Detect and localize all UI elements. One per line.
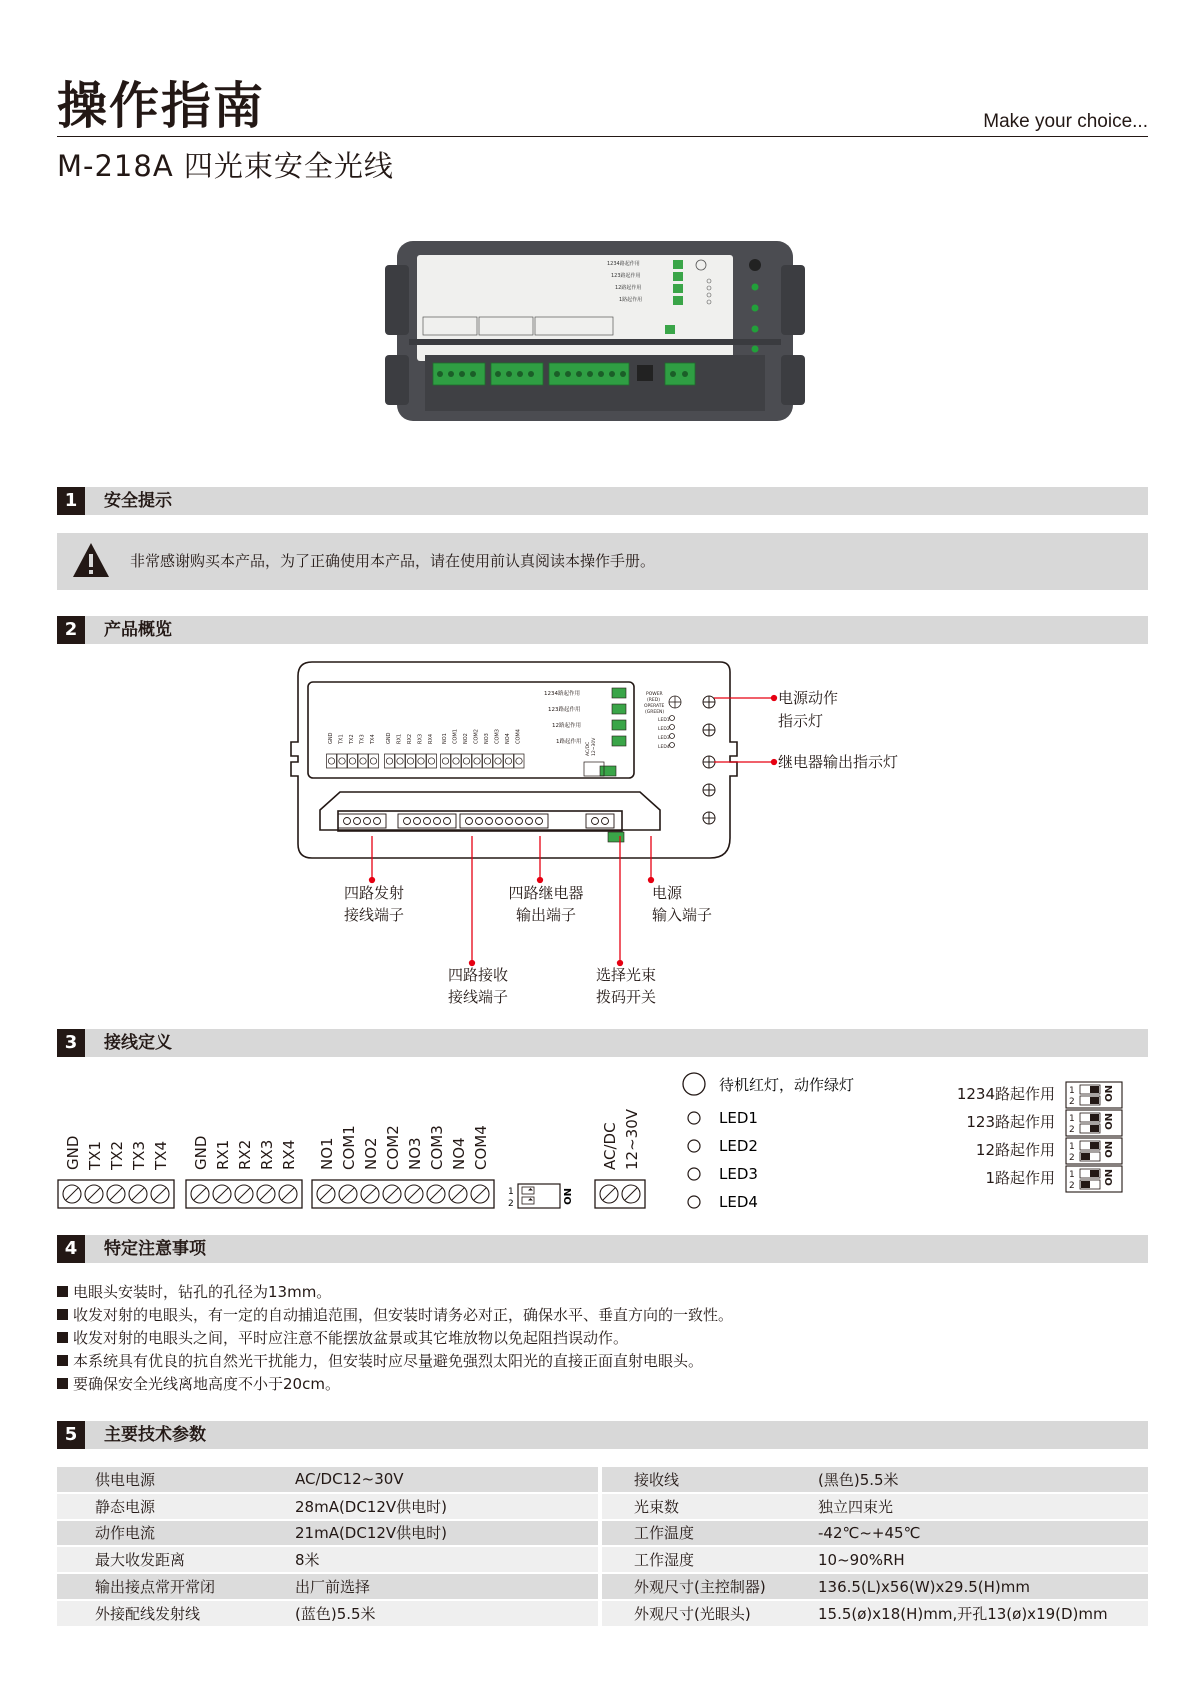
wiring-led-legend — [683, 1073, 854, 1211]
spec-table-left — [57, 1467, 598, 1628]
section-header-5 — [57, 1421, 1148, 1449]
page-title: 操作指南 — [57, 77, 265, 135]
spec-row — [602, 1521, 1148, 1548]
ov-terminal-label: TX3 — [359, 734, 366, 744]
terminal-label: COM3 — [428, 1125, 446, 1170]
spec-value: 8米 — [295, 1551, 320, 1570]
note-item — [57, 1350, 733, 1373]
spec-row — [602, 1494, 1148, 1521]
ov-terminal-label: RX2 — [407, 733, 413, 744]
ov-bottom-screw — [476, 818, 483, 825]
section-title: 主要技术参数 — [104, 1425, 206, 1445]
note-text: 本系统具有优良的抗自然光干扰能力，但安装时应尽量避免强烈太阳光的直接正面直射电眼头。 — [73, 1352, 704, 1370]
spec-row — [602, 1467, 1148, 1494]
section-title: 接线定义 — [104, 1033, 172, 1053]
legend-led4: LED4 — [719, 1193, 758, 1211]
spec-value: 独立四束光 — [818, 1497, 894, 1516]
ov-terminal-label: COM3 — [494, 729, 501, 744]
ov-bottom-screw — [536, 818, 543, 825]
legend-led1: LED1 — [719, 1109, 758, 1127]
note-item — [57, 1373, 733, 1396]
note-item — [57, 1281, 733, 1304]
terminal-label: GND — [64, 1135, 82, 1170]
ov-bottom-screw — [344, 818, 351, 825]
mode-dip-mark: 1 — [1069, 1142, 1075, 1152]
callout-relay-out-2: 输出端子 — [515, 906, 577, 924]
mode-dip-mark: 2 — [1069, 1125, 1075, 1135]
mode-dip-mark: 1 — [1069, 1170, 1075, 1180]
callout-power-in-1: 电源 — [652, 884, 683, 902]
warning-icon — [71, 541, 111, 579]
ov-mode-2: 123路起作用 — [548, 707, 581, 713]
ov-terminal-label: TX4 — [370, 734, 376, 744]
note-item — [57, 1304, 733, 1327]
terminal-label: RX3 — [258, 1139, 276, 1170]
section-header-4 — [57, 1235, 1148, 1263]
terminal-label: TX1 — [86, 1141, 104, 1170]
terminal-label: COM1 — [340, 1125, 358, 1170]
photo-mode-1: 1234路起作用 — [607, 261, 640, 267]
overview-diagram — [290, 658, 930, 1018]
spec-row — [57, 1521, 598, 1548]
spec-label: 光束数 — [634, 1497, 680, 1516]
terminal-label: TX2 — [108, 1141, 126, 1170]
product-subtitle: M-218A 四光束安全光线 — [57, 149, 394, 183]
ov-bottom-screw — [444, 818, 451, 825]
section-number: 5 — [57, 1421, 85, 1449]
terminal-label: TX4 — [152, 1141, 170, 1170]
spec-table-right — [602, 1467, 1148, 1628]
spec-label: 外观尺寸(光眼头) — [634, 1604, 751, 1623]
spec-value: -42℃~+45℃ — [818, 1523, 921, 1542]
spec-row — [57, 1601, 598, 1628]
ov-led2: LED2 — [658, 727, 670, 732]
mode-dip-mark: 1 — [1069, 1086, 1075, 1096]
ov-led3: LED3 — [658, 736, 670, 741]
ov-bottom-screw — [602, 818, 609, 825]
terminal-label: NO4 — [450, 1137, 468, 1170]
terminal-label: AC/DC — [601, 1122, 619, 1170]
ov-bottom-screw — [516, 818, 523, 825]
section-number: 4 — [57, 1235, 85, 1263]
callout-relay-out-1: 四路继电器 — [508, 884, 584, 902]
callout-power-led-1: 电源动作 — [778, 689, 839, 707]
ov-power-2: (RED) — [647, 698, 660, 703]
spec-label: 静态电源 — [95, 1497, 156, 1516]
ov-power-in-label: 12~30V — [592, 737, 597, 756]
ov-terminal-label: TX2 — [349, 734, 355, 744]
terminal-label: NO2 — [362, 1137, 380, 1170]
ov-terminal-label: RX1 — [396, 733, 403, 744]
ov-mode-4: 1路起作用 — [556, 739, 582, 745]
mode-dip-no: NO — [1102, 1141, 1113, 1158]
ov-bottom-screw — [592, 818, 599, 825]
spec-value: 15.5(ø)x18(H)mm,开孔13(ø)x19(D)mm — [818, 1604, 1108, 1623]
legend-led2: LED2 — [719, 1137, 758, 1155]
spec-label: 最大收发距离 — [95, 1551, 186, 1570]
terminal-label: 12~30V — [623, 1108, 641, 1170]
terminal-label: NO3 — [406, 1137, 424, 1170]
note-text: 收发对射的电眼头，有一定的自动捕追范围，但安装时请务必对正，确保水平、垂直方向的一致性。 — [73, 1306, 734, 1324]
mode-dip-no: NO — [1102, 1113, 1113, 1130]
note-text: 收发对射的电眼头之间，平时应注意不能摆放盆景或其它堆放物以免起阻挡误动作。 — [73, 1329, 629, 1347]
callout-rx-1: 四路接收 — [447, 966, 509, 984]
section-header-3 — [57, 1029, 1148, 1057]
ov-terminal-label: NO3 — [484, 733, 490, 744]
spec-label: 工作湿度 — [634, 1551, 695, 1570]
terminal-label: COM2 — [384, 1125, 402, 1170]
ov-bottom-screw — [404, 818, 411, 825]
ov-bottom-screw — [414, 818, 421, 825]
terminal-label: COM4 — [472, 1125, 490, 1170]
ov-led4: LED4 — [658, 745, 670, 750]
section-header-1 — [57, 487, 1148, 515]
warning-text: 非常感谢购买本产品，为了正确使用本产品，请在使用前认真阅读本操作手册。 — [130, 552, 656, 570]
ov-terminal-label: NO1 — [442, 733, 448, 744]
spec-label: 输出接点常开常闭 — [95, 1578, 216, 1597]
ov-terminal-label: COM2 — [473, 729, 480, 744]
ov-mode-3: 12路起作用 — [552, 723, 581, 729]
spec-value: (蓝色)5.5米 — [295, 1604, 376, 1623]
ov-terminal-label: RX4 — [428, 733, 434, 744]
mode-label: 1234路起作用 — [956, 1085, 1055, 1103]
spec-label: 外观尺寸(主控制器) — [634, 1578, 766, 1597]
section-title: 安全提示 — [104, 491, 172, 511]
ov-terminal-label: TX1 — [338, 734, 345, 744]
spec-label: 供电电源 — [95, 1470, 156, 1489]
mode-label: 1路起作用 — [985, 1169, 1055, 1187]
photo-mode-3: 12路起作用 — [615, 285, 642, 291]
spec-value: AC/DC12~30V — [295, 1470, 404, 1489]
spec-row — [602, 1601, 1148, 1628]
note-text: 要确保安全光线离地高度不小于20cm。 — [73, 1375, 340, 1393]
callout-dip-2: 拨码开关 — [595, 988, 657, 1006]
ov-bottom-screw — [374, 818, 381, 825]
callout-relay-led: 继电器输出指示灯 — [778, 753, 899, 771]
note-item — [57, 1327, 733, 1350]
spec-row — [57, 1494, 598, 1521]
callout-power-in-2: 输入端子 — [652, 906, 713, 924]
product-photo — [385, 235, 805, 427]
mode-dip-mark: 2 — [1069, 1153, 1075, 1163]
spec-label: 动作电流 — [95, 1524, 156, 1543]
callout-tx-2: 接线端子 — [343, 906, 405, 924]
dip-mark-1: 1 — [508, 1187, 514, 1197]
spec-label: 工作温度 — [634, 1524, 695, 1543]
section-header-2 — [57, 616, 1148, 644]
ov-power-4: (GREEN) — [645, 710, 665, 715]
ov-led1: LED1 — [658, 718, 670, 723]
ov-mode-1: 1234路起作用 — [544, 691, 580, 697]
dip-mark-2: 2 — [508, 1199, 514, 1209]
ov-bottom-screw — [486, 818, 493, 825]
terminal-label: TX3 — [130, 1141, 148, 1170]
ov-power-1: POWER — [646, 692, 663, 697]
ov-bottom-screw — [506, 818, 513, 825]
spec-row — [602, 1574, 1148, 1601]
safety-warning-box — [57, 533, 1148, 590]
ov-terminal-label: RX3 — [417, 733, 424, 744]
ov-power-in-label: AC/DC — [586, 741, 591, 756]
ov-bottom-screw — [526, 818, 533, 825]
tagline: Make your choice... — [983, 111, 1148, 132]
legend-led3: LED3 — [719, 1165, 758, 1183]
mode-dip-mark: 1 — [1069, 1114, 1075, 1124]
ov-terminal-label: GND — [386, 732, 392, 744]
callout-power-led-2: 指示灯 — [778, 712, 824, 730]
mode-dip-no: NO — [1102, 1169, 1113, 1186]
spec-value: 21mA(DC12V供电时) — [295, 1524, 448, 1543]
callout-tx-1: 四路发射 — [343, 884, 405, 902]
ov-terminal-label: NO4 — [505, 733, 511, 744]
section-title: 产品概览 — [104, 620, 172, 640]
mode-label: 123路起作用 — [966, 1113, 1055, 1131]
mode-dip-mark: 2 — [1069, 1181, 1075, 1191]
spec-row — [57, 1467, 598, 1494]
mode-dip-no: NO — [1102, 1085, 1113, 1102]
spec-row — [602, 1547, 1148, 1574]
note-text: 电眼头安装时，钻孔的孔径为13mm。 — [73, 1283, 332, 1301]
mode-legend — [957, 1082, 1122, 1192]
ov-terminal-label: COM1 — [452, 729, 459, 744]
ov-bottom-screw — [466, 818, 473, 825]
photo-mode-2: 123路起作用 — [611, 273, 641, 279]
spec-label: 接收线 — [634, 1470, 680, 1489]
terminal-label: RX2 — [236, 1139, 254, 1170]
section-number: 2 — [57, 616, 85, 644]
callout-dip-1: 选择光束 — [595, 966, 657, 984]
spec-row — [57, 1574, 598, 1601]
ov-bottom-screw — [424, 818, 431, 825]
terminal-label: GND — [192, 1135, 210, 1170]
terminal-block-power — [595, 1180, 645, 1208]
ov-terminal-label: NO2 — [463, 733, 469, 744]
terminal-label: RX1 — [214, 1139, 232, 1170]
spec-value: (黑色)5.5米 — [818, 1470, 899, 1489]
spec-value: 28mA(DC12V供电时) — [295, 1497, 448, 1516]
ov-bottom-screw — [364, 818, 371, 825]
callout-rx-2: 接线端子 — [447, 988, 509, 1006]
mode-label: 12路起作用 — [975, 1141, 1055, 1159]
spec-value: 出厂前选择 — [295, 1578, 371, 1597]
legend-main-text: 待机红灯，动作绿灯 — [719, 1076, 855, 1094]
spec-label: 外接配线发射线 — [95, 1604, 201, 1623]
ov-bottom-screw — [354, 818, 361, 825]
section-number: 3 — [57, 1029, 85, 1057]
wiring-diagram — [50, 1066, 1150, 1236]
section-number: 1 — [57, 487, 85, 515]
header-rule — [57, 136, 1148, 137]
terminal-label: NO1 — [318, 1137, 336, 1170]
spec-row — [57, 1547, 598, 1574]
ov-bottom-screw — [434, 818, 441, 825]
ov-terminal-label: COM4 — [515, 729, 522, 744]
photo-mode-4: 1路起作用 — [619, 297, 643, 303]
ov-terminal-label: GND — [328, 732, 334, 744]
ov-bottom-screw — [496, 818, 503, 825]
terminal-label: RX4 — [280, 1139, 298, 1170]
mode-dip-mark: 2 — [1069, 1097, 1075, 1107]
ov-power-3: OPERATE — [644, 704, 665, 709]
dip-mark-no: NO — [561, 1188, 572, 1205]
section-title: 特定注意事项 — [104, 1239, 206, 1259]
wiring-dip-switch — [508, 1184, 572, 1209]
spec-value: 10~90%RH — [818, 1550, 905, 1569]
spec-value: 136.5(L)x56(W)x29.5(H)mm — [818, 1577, 1030, 1596]
notes-list — [57, 1281, 733, 1396]
